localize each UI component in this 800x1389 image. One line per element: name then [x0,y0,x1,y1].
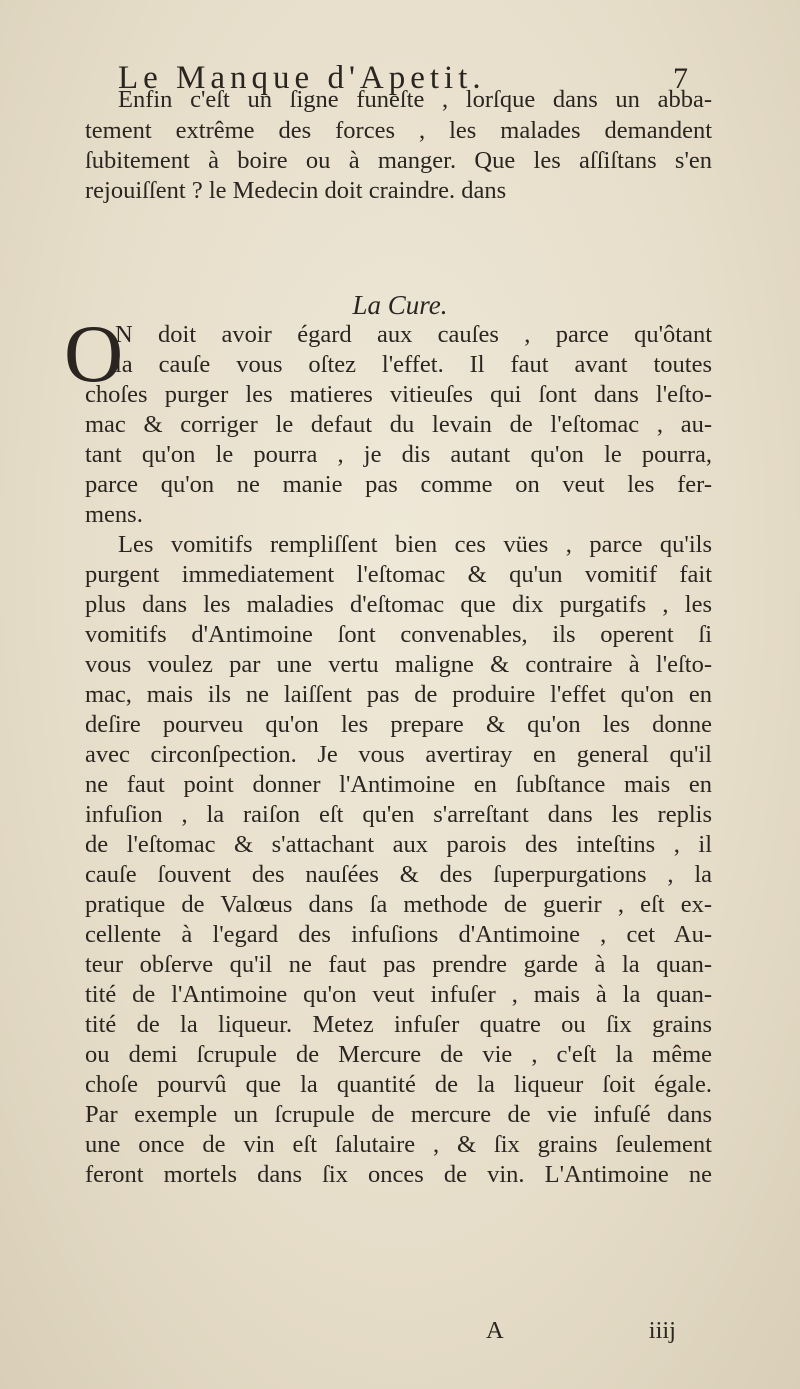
text-line: N doit avoir égard aux cauſes , parce qu'ôtant [115,321,712,348]
text-line: tant qu'on le pourra , je dis autant qu'on le pourra, [85,441,712,468]
running-head-title: Le Manque d'Apetit. [118,60,486,96]
text-line: vomitifs d'Antimoine ſont convenables, ils operent ſi [85,621,712,648]
drop-cap: O [64,308,124,399]
text-line: tement extrême des forces , les malades demandent [85,117,712,144]
text-line: cauſe ſouvent des nauſées & des ſuperpurgations , la [85,861,712,888]
section-title: La Cure. [352,290,448,320]
text-line: tité de la liqueur. Metez infuſer quatre ou ſix grains [85,1011,712,1038]
text-line: ſubitement à boire ou à manger. Que les aſſiſtans s'en [85,147,712,174]
text-line: tité de l'Antimoine qu'on veut infuſer , mais à la quan- [85,981,712,1008]
text-line: ou demi ſcrupule de Mercure de vie , c'eſt la même [85,1041,712,1068]
text-line: Les vomitifs rempliſſent bien ces vües , parce qu'ils [118,531,712,558]
text-line: la cauſe vous oſtez l'effet. Il faut avant toutes [115,351,712,378]
text-line: Par exemple un ſcrupule de mercure de vie infuſé dans [85,1101,712,1128]
text-line: deſire pourveu qu'on les prepare & qu'on les donne [85,711,712,738]
text-line: choſe pourvû que la quantité de la liqueur ſoit égale. [85,1071,712,1098]
text-line: Enfin c'eſt un ſigne funeſte , lorſque dans un abba- [118,86,712,113]
text-line: parce qu'on ne manie pas comme on veut les fer- [85,471,712,498]
text-line: mac, mais ils ne laiſſent pas de produire l'effet qu'on en [85,681,712,708]
signature-letter: A [486,1317,504,1344]
signature-sheet: iiij [648,1317,676,1344]
text-line: de l'eſtomac & s'attachant aux parois des inteſtins , il [85,831,712,858]
text-line: mac & corriger le defaut du levain de l'eſtomac , au- [85,411,712,438]
text-line: cellente à l'egard des infuſions d'Antimoine , cet Au- [85,921,712,948]
text-line: pratique de Valœus dans ſa methode de guerir , eſt ex- [85,891,712,918]
text-line: infuſion , la raiſon eſt qu'en s'arreſtant dans les replis [85,801,712,828]
text-line: avec circonſpection. Je vous avertiray en general qu'il [85,741,712,768]
page-number: 7 [673,62,688,95]
text-line: une once de vin eſt ſalutaire , & ſix grains ſeulement [85,1131,712,1158]
text-line: plus dans les maladies d'eſtomac que dix purgatifs , les [85,591,712,618]
text-line: vous voulez par une vertu maligne & contraire à l'eſto- [85,651,712,678]
text-line: rejouiſſent ? le Medecin doit craindre. dans [85,177,507,204]
text-line: feront mortels dans ſix onces de vin. L'Antimoine ne [85,1161,712,1188]
text-line: mens. [85,501,143,528]
signature-mark [486,1316,676,1346]
text-line: ne faut point donner l'Antimoine en ſubſtance mais en [85,771,712,798]
text-line: purgent immediatement l'eſtomac & qu'un vomitif fait [85,561,712,588]
text-line: choſes purger les matieres vitieuſes qui ſont dans l'eſto- [85,381,712,408]
text-line: teur obſerve qu'il ne faut pas prendre garde à la quan- [85,951,712,978]
